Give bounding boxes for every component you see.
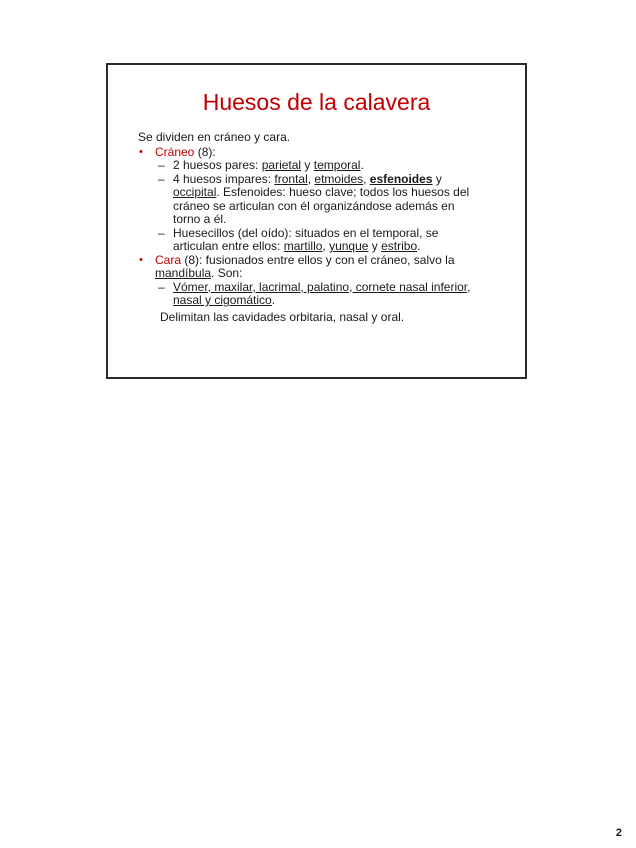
impares-prefix: 4 huesos impares:: [173, 171, 275, 186]
connector-text: y: [432, 171, 442, 186]
sub-item-huesecillos: [138, 227, 508, 241]
period-text: .: [271, 293, 276, 307]
cara-bones-line2: nasal y cigomático: [173, 293, 272, 307]
dash-marker: –: [158, 225, 165, 240]
sub-item-cara-list-line2: [138, 294, 508, 308]
cara-label: Cara: [155, 252, 182, 267]
slide: [106, 63, 527, 379]
sub-item-huesecillos-line2: [138, 240, 508, 254]
term-occipital: occipital: [173, 185, 217, 199]
dash-marker: –: [158, 158, 165, 172]
huesecillos-text: Huesecillos (del oído): situados en el temporal, se: [173, 225, 439, 240]
term-parietal: parietal: [261, 158, 302, 172]
pares-prefix: 2 huesos pares:: [173, 158, 262, 172]
intro-text: Se dividen en cráneo y cara.: [138, 130, 291, 144]
dash-marker: –: [158, 279, 165, 294]
delimitan-text: Delimitan las cavidades orbitaria, nasal y oral.: [160, 309, 405, 324]
connector-text: ,: [322, 239, 330, 253]
period-text: .: [360, 158, 364, 172]
sub-item-pares: [138, 159, 508, 173]
cara-description: (8): fusionados entre ellos y con el cráneo, salvo la: [181, 252, 455, 267]
dash-marker: –: [158, 171, 165, 186]
sub-item-impares: [138, 173, 508, 187]
period-text: .: [417, 239, 421, 253]
bullet-craneo: [138, 146, 508, 160]
term-mandibula: mandíbula: [155, 266, 212, 280]
cara-son-text: . Son:: [211, 266, 243, 280]
craneo-label: Cráneo: [155, 144, 195, 159]
esfenoides-description: . Esfenoides: hueso clave; todos los huesos del: [216, 185, 470, 199]
term-esfenoides: esfenoides: [369, 171, 433, 186]
connector-text: ,: [363, 171, 370, 186]
term-etmoides: etmoides: [314, 171, 364, 186]
sub-item-impares-line2: [138, 186, 508, 200]
bullet-cara-line2: [138, 267, 508, 281]
connector-text: y: [301, 158, 314, 172]
term-estribo: estribo: [381, 239, 418, 253]
slide-title: Huesos de la calavera: [202, 89, 431, 115]
bullet-dot: •: [139, 145, 143, 158]
sub-item-cara-list: [138, 281, 508, 295]
page-number: 2: [615, 827, 622, 839]
craneo-count: (8):: [194, 144, 216, 159]
bullet-cara: [138, 254, 508, 268]
slide-content: [138, 131, 508, 324]
sub-item-impares-line3: cráneo se articulan con él organizándose además en: [173, 198, 455, 213]
connector-text: ,: [307, 171, 315, 186]
term-frontal: frontal: [274, 171, 308, 186]
term-martillo: martillo: [283, 239, 323, 253]
term-yunque: yunque: [329, 239, 369, 253]
bullet-dot: •: [139, 253, 143, 266]
term-temporal: temporal: [313, 158, 361, 172]
huesecillos-prefix: articulan entre ellos:: [173, 239, 284, 253]
cara-bones-line1: Vómer, maxilar, lacrimal, palatino, cornete nasal inferior,: [173, 279, 471, 294]
connector-text: y: [368, 239, 382, 253]
sub-item-impares-line4: torno a él.: [173, 212, 227, 226]
